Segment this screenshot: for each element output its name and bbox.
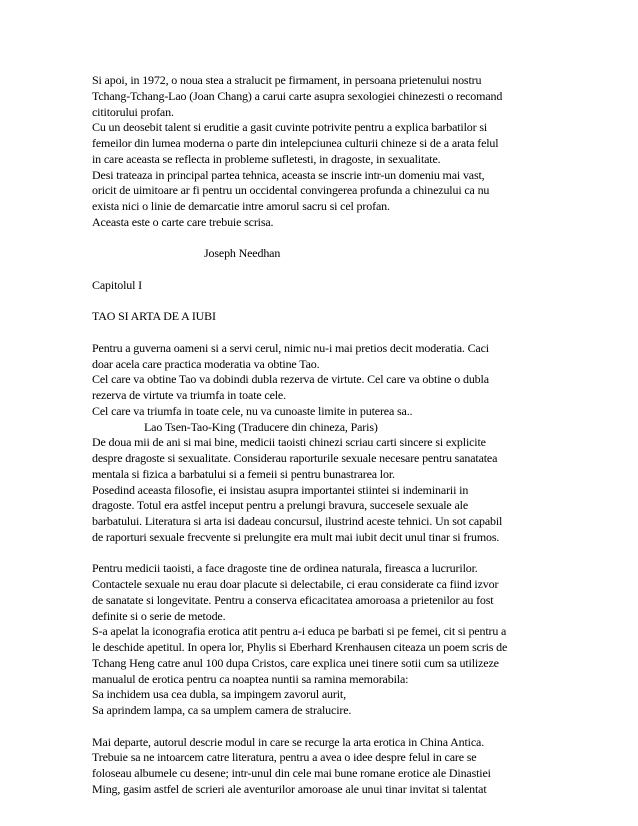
chapter-title: TAO SI ARTA DE A IUBI	[92, 309, 216, 324]
spacer	[92, 546, 554, 562]
poem-line: Sa aprindem lampa, ca sa umplem camera de stralucire.	[92, 703, 352, 717]
spacer	[92, 262, 554, 278]
spacer	[92, 294, 554, 310]
text-line: femeilor din lumea moderna o parte din intelepciunea culturii chineze si de a arata felul	[92, 136, 499, 150]
quote-section	[92, 341, 554, 436]
text-line: doar acela care practica moderatia va obtine Tao.	[92, 356, 320, 371]
poem-line: Sa inchidem usa cea dubla, sa impingem zavorul aurit,	[92, 687, 346, 702]
text-line: de sanatate si longevitate. Pentru a conserva eficacitatea amoroasa a prietenilor au fost	[92, 592, 494, 607]
document-body	[92, 73, 554, 798]
paragraph-1	[92, 435, 554, 545]
spacer	[92, 719, 554, 735]
text-line: despre dragoste si sexualitate. Considerau raporturile sexuale necesare pentru sanatatea	[92, 451, 498, 465]
text-line: le deschide apetitul. In opera lor, Phylis si Eberhard Krenhausen citeaza un poem scris de	[92, 640, 508, 654]
text-line: Desi trateaza in principal partea tehnica, aceasta se inscrie intr-un domeniu mai vast,	[92, 167, 485, 182]
text-line: Ming, gasim astfel de scrieri ale aventurilor amoroase ale unui tinar invitat si talentat	[92, 781, 487, 796]
text-line: Si apoi, in 1972, o noua stea a stralucit pe firmament, in persoana prietenului nostru	[92, 73, 482, 87]
text-line: Tchang Heng catre anul 100 dupa Cristos, care explica unei tinere sotii cum sa utilizeze	[92, 655, 499, 670]
text-line: in care aceasta se reflecta in probleme sufletesti, in dragoste, in sexualitate.	[92, 151, 441, 166]
text-line: Contactele sexuale nu erau doar placute si delectabile, ci erau considerate ca fiind izvor	[92, 577, 499, 591]
spacer	[92, 325, 554, 341]
text-line: oricit de uimitoare ar fi pentru un occidental convingerea profunda a chinezului ca nu	[92, 183, 490, 198]
text-line: Cel care va obtine Tao va dobindi dubla rezerva de virtute. Cel care va obtine o dubla	[92, 372, 489, 387]
chapter-number: Capitolul I	[92, 277, 143, 292]
text-line: Pentru medicii taoisti, a face dragoste tine de ordinea naturala, fireasca a lucrurilor.	[92, 561, 478, 576]
paragraph-3	[92, 735, 554, 798]
text-line: Cel care va triumfa in toate cele, nu va cunoaste limite in puterea sa..	[92, 403, 413, 418]
text-line: Cu un deosebit talent si eruditie a gasit cuvinte potrivite pentru a explica barbatilor si	[92, 120, 488, 135]
text-line: foloseau albumele cu desene; intr-unul din cele mai bune romane erotice ale Dinastiei	[92, 766, 491, 780]
text-line: barbatului. Literatura si arta isi dadeau concursul, ilustrind aceste tehnici. Un sot capabil	[92, 514, 503, 528]
text-line: Pentru a guverna oameni si a servi cerul, nimic nu-i mai pretios decit moderatia. Caci	[92, 340, 489, 355]
text-line: Tchang-Tchang-Lao (Joan Chang) a carui carte asupra sexologiei chinezesti o recomand	[92, 88, 503, 103]
text-line: cititorului profan.	[92, 104, 174, 119]
text-line: definite si o serie de metode.	[92, 608, 226, 623]
signature: Joseph Needhan	[204, 246, 281, 261]
text-line: Posedind aceasta filosofie, ei insistau asupra importantei stiintei si indeminarii in	[92, 482, 469, 497]
text-line: exista nici o linie de demarcatie intre amorul sacru si cel profan.	[92, 199, 390, 213]
intro-section	[92, 73, 554, 262]
text-line: S-a apelat la iconografia erotica atit pentru a-i educa pe barbati si pe femei, cit si pentru a	[92, 624, 507, 639]
text-line: Mai departe, autorul descrie modul in care se recurge la arta erotica in China Antica.	[92, 734, 485, 749]
text-line: de raporturi sexuale frecvente si prelungite era mult mai iubit decit unul tinar si frumos.	[92, 529, 500, 544]
text-line: Trebuie sa ne intoarcem catre literatura, pentru a avea o idee despre felul in care se	[92, 750, 477, 765]
text-line: dragoste. Totul era astfel inceput pentru a prelungi bravura, succesele sexuale ale	[92, 498, 468, 513]
spacer	[92, 231, 554, 247]
text-line: mentala si fizica a barbatului si a femeii si pentru bunastrarea lor.	[92, 466, 395, 481]
text-line: rezerva de virtute va triumfa in toate cele.	[92, 388, 286, 402]
text-line: Aceasta este o carte care trebuie scrisa.	[92, 214, 274, 229]
text-line: De doua mii de ani si mai bine, medicii taoisti chinezi scriau carti sincere si explicite	[92, 435, 486, 450]
quote-source: Lao Tsen-Tao-King (Traducere din chineza, Paris)	[144, 419, 378, 434]
text-line: manualul de erotica pentru ca noaptea nuntii sa ramina memorabila:	[92, 671, 409, 686]
paragraph-2	[92, 561, 554, 719]
